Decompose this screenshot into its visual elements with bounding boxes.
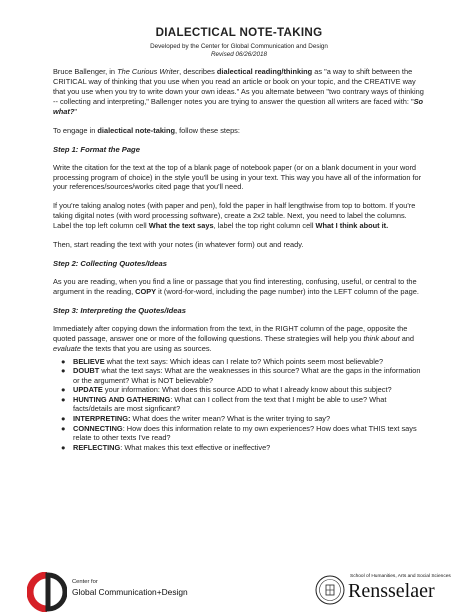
list-item-believe: ● BELIEVE what the text says: Which ideas can I relate to? Which points seem most believable? (61, 356, 384, 366)
steps-intro: To engage in dialectical note-taking, follow these steps: (53, 125, 240, 135)
logo-center-for: Center for (72, 579, 98, 585)
revision-date: Revised 06/26/2018 (210, 50, 267, 58)
step1-paragraph-reading: Then, start reading the text with your notes (in whatever form) out and ready. (53, 240, 304, 250)
step3-heading: Step 3: Interpreting the Quotes/Ideas (53, 305, 186, 315)
cgcd-logo-icon (27, 572, 67, 612)
page-title: DIALECTICAL NOTE-TAKING (155, 26, 323, 39)
list-item-update: ● UPDATE your information: What does this source ADD to what I already know about this subject? (61, 385, 392, 395)
bullet-icon: ● (61, 423, 66, 433)
bullet-icon: ● (61, 366, 66, 376)
bullet-icon: ● (61, 385, 66, 395)
logo-gcd: Global Communication+Design (72, 587, 188, 597)
document-content (53, 26, 425, 452)
bullet-icon: ● (61, 394, 66, 404)
bullet-icon: ● (61, 414, 66, 424)
step1-paragraph-columns: If you're taking analog notes (with paper and pen), fold the paper in half lengthwise from top to bottom. If you're taking digital notes (with word processing software), create a 2x2 table. Next, you need to label the columns. Label the top left column cell What the text says, label the top right column cell What I think about it. (53, 201, 416, 231)
strategy-list (53, 357, 425, 453)
bullet-icon: ● (61, 356, 66, 366)
list-item-reflecting: ● REFLECTING: What makes this text effective or ineffective? (61, 442, 271, 452)
rensselaer-wordmark: Rensselaer (348, 580, 435, 602)
step2-paragraph: As you are reading, when you find a line or passage that you find interesting, confusing, useful, or central to the argument in the reading, COPY it (word-for-word, including the page number) into the LEFT column of the page. (53, 276, 419, 296)
step2-heading: Step 2: Collecting Quotes/Ideas (53, 258, 167, 268)
list-item-interpreting: ● INTERPRETING: What does the writer mean? What is the writer trying to say? (61, 414, 331, 424)
footer (0, 562, 474, 613)
list-item-hunting: ● HUNTING AND GATHERING: What can I collect from the text that I might be able to use? What facts/details are most signficant? (61, 394, 387, 414)
list-item-doubt: ● DOUBT what the text says: What are the weaknesses in this source? What are the gaps in the information or the argument? What is NOT believable? (61, 366, 421, 385)
step3-paragraph: Immediately after copying down the information from the text, in the RIGHT column of the page, opposite the quoted passage, answer one or more of the following questions. These strategies will help you think about and evaluate the texts that you are using as sources. (53, 323, 415, 353)
list-item-connecting: ● CONNECTING: How does this information relate to my own experiences? How does what THIS text says relate to other texts I've read? (61, 423, 417, 443)
intro-paragraph: Bruce Ballenger, in The Curious Writer, describes dialectical reading/thinking as "a way to shift between the CRITICAL way of thinking that you use when you read an article or book on your topic, and the CREATIVE way that you use when you try to write down your own ideas." As you alternate between "two contrary ways of thinking -- collecting and interpreting," Ballenger notes you are trying to answer the question all writers are faced with: "So what?" (53, 67, 424, 116)
step1-heading: Step 1: Format the Page (53, 144, 140, 154)
rensselaer-seal-icon (315, 575, 345, 605)
step1-paragraph-citation: Write the citation for the text at the top of a blank page of notebook paper (or on a blank document in your word processing program of choice) in the style you'll be using in your text. This way you have all of the information for your references/sources/works cited page that you'll need. (53, 162, 422, 192)
school-name: School of Humanities, Arts and Social Sciences (350, 574, 451, 579)
bullet-icon: ● (61, 442, 66, 452)
page-subtitle: Developed by the Center for Global Communication and Design (150, 43, 328, 50)
